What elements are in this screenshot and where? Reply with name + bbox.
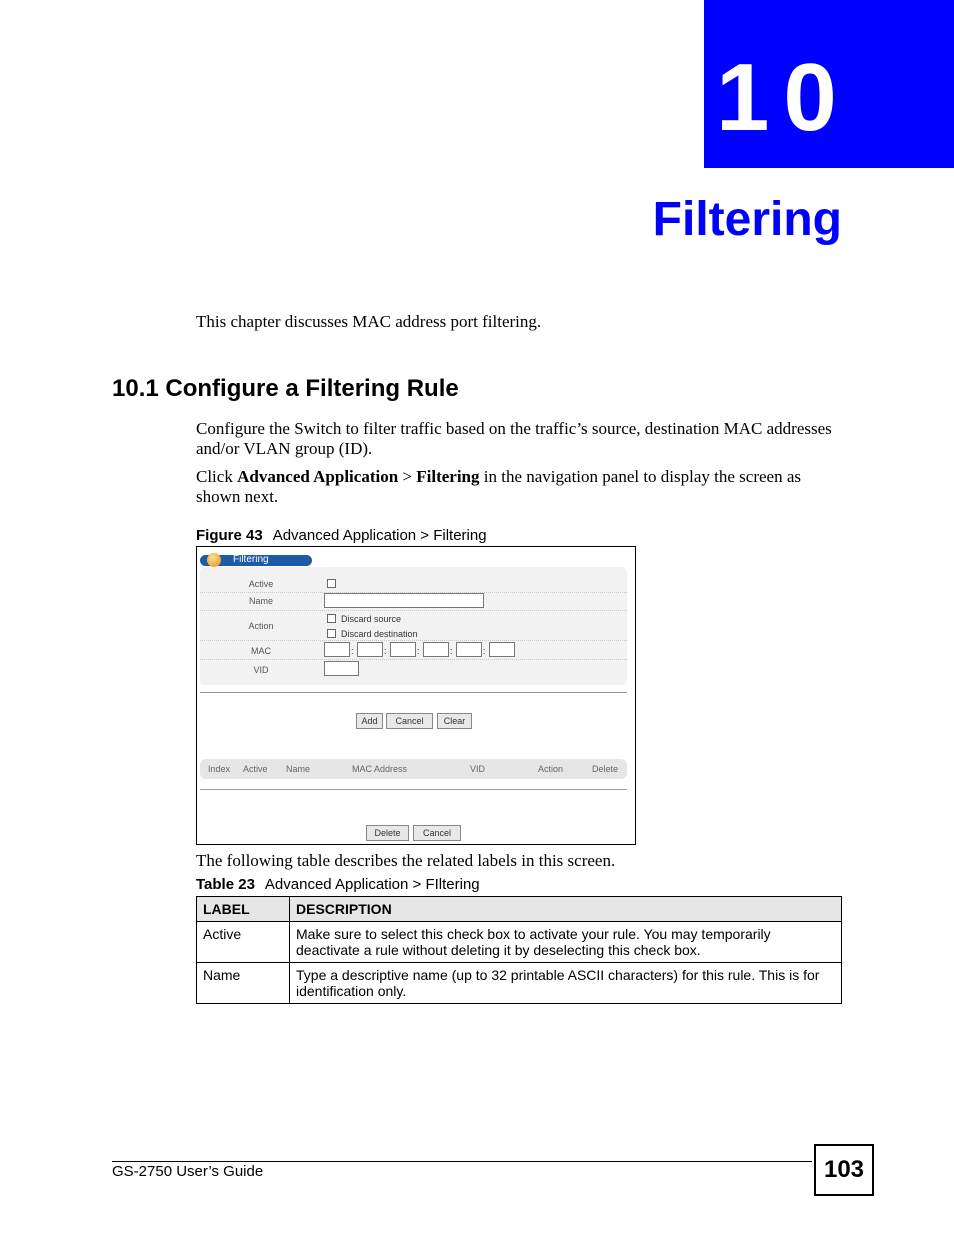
body-paragraph-1: Configure the Switch to filter traffic based on the traffic’s source, destination MAC addresses and/or VLAN group (ID). bbox=[196, 419, 832, 458]
discard-source-checkbox[interactable] bbox=[327, 614, 336, 623]
table-cell-label: Active bbox=[197, 922, 290, 963]
table-cell-description: Make sure to select this check box to activate your rule. You may temporarily deactivate a rule without deleting it by deselecting this check box. bbox=[290, 922, 842, 963]
add-button[interactable]: Add bbox=[356, 713, 383, 729]
footer-guide-title: GS-2750 User’s Guide bbox=[112, 1163, 264, 1180]
para2-bold-1: Advanced Application bbox=[237, 467, 399, 486]
figure-caption bbox=[196, 527, 487, 545]
mac-octet-5-input[interactable] bbox=[456, 642, 482, 657]
chapter-title: Filtering bbox=[652, 193, 842, 246]
after-figure-paragraph: The following table describes the related labels in this screen. bbox=[196, 851, 616, 870]
section-heading: 10.1 Configure a Filtering Rule bbox=[112, 375, 459, 402]
column-vid: VID bbox=[470, 764, 486, 774]
table-row bbox=[197, 963, 842, 1004]
mac-octet-2-input[interactable] bbox=[357, 642, 383, 657]
list-separator bbox=[200, 789, 627, 790]
table-cell-label: Name bbox=[197, 963, 290, 1004]
mac-octet-6-input[interactable] bbox=[489, 642, 515, 657]
column-delete: Delete bbox=[592, 764, 619, 774]
footer-rule bbox=[112, 1161, 812, 1162]
cancel-button[interactable]: Cancel bbox=[386, 713, 433, 729]
column-active: Active bbox=[243, 764, 268, 774]
figure-caption-text: Advanced Application > Filtering bbox=[272, 527, 487, 544]
vid-label: VID bbox=[253, 665, 269, 675]
filtering-screenshot bbox=[196, 546, 636, 845]
discard-destination-checkbox[interactable] bbox=[327, 629, 336, 638]
mac-octet-3-input[interactable] bbox=[390, 642, 416, 657]
column-name: Name bbox=[286, 764, 311, 774]
active-checkbox[interactable] bbox=[327, 579, 336, 588]
para2-text-1: Click bbox=[196, 467, 238, 486]
figure-label: Figure 43 bbox=[196, 527, 263, 544]
name-label: Name bbox=[248, 596, 273, 606]
row-divider bbox=[200, 640, 627, 641]
row-divider bbox=[200, 610, 627, 611]
table-header-description: DESCRIPTION bbox=[290, 897, 842, 922]
clear-button[interactable]: Clear bbox=[437, 713, 472, 729]
para2-text-3: in the navigation panel to display the screen as shown next. bbox=[196, 467, 802, 506]
table-cell-description: Type a descriptive name (up to 32 printable ASCII characters) for this rule. This is for identification only. bbox=[290, 963, 842, 1004]
column-index: Index bbox=[208, 764, 231, 774]
table-caption bbox=[196, 876, 480, 894]
name-input[interactable] bbox=[324, 593, 484, 608]
vid-input[interactable] bbox=[324, 661, 359, 676]
column-mac-address: MAC Address bbox=[352, 764, 408, 774]
label-description-table bbox=[196, 896, 842, 1004]
para2-bold-2: Filtering bbox=[416, 467, 480, 486]
mac-octet-1-input[interactable] bbox=[324, 642, 350, 657]
table-row bbox=[197, 922, 842, 963]
mac-label: MAC bbox=[251, 646, 271, 656]
intro-paragraph: This chapter discusses MAC address port filtering. bbox=[196, 312, 542, 331]
chapter-number: 10 bbox=[716, 44, 851, 151]
mac-separator: : bbox=[384, 646, 387, 656]
body-paragraph-2 bbox=[196, 467, 846, 507]
mac-separator: : bbox=[450, 646, 453, 656]
table-header-row bbox=[197, 897, 842, 922]
row-divider bbox=[200, 659, 627, 660]
discard-source-label: Discard source bbox=[341, 614, 402, 624]
active-label: Active bbox=[248, 579, 274, 589]
delete-button[interactable]: Delete bbox=[366, 825, 409, 841]
para2-text-2: > bbox=[398, 467, 417, 486]
action-label: Action bbox=[248, 621, 274, 631]
table-header-label: LABEL bbox=[197, 897, 290, 922]
column-action: Action bbox=[538, 764, 564, 774]
mac-separator: : bbox=[483, 646, 486, 656]
mac-separator: : bbox=[351, 646, 354, 656]
table-label: Table 23 bbox=[196, 876, 255, 893]
form-separator bbox=[200, 692, 627, 693]
tab-filtering-label: Filtering bbox=[233, 554, 269, 565]
globe-icon bbox=[207, 553, 221, 567]
table-caption-text: Advanced Application > FIltering bbox=[264, 876, 480, 893]
page-number: 103 bbox=[814, 1144, 874, 1196]
mac-octet-4-input[interactable] bbox=[423, 642, 449, 657]
mac-separator: : bbox=[417, 646, 420, 656]
cancel-list-button[interactable]: Cancel bbox=[413, 825, 461, 841]
discard-destination-label: Discard destination bbox=[341, 629, 418, 639]
